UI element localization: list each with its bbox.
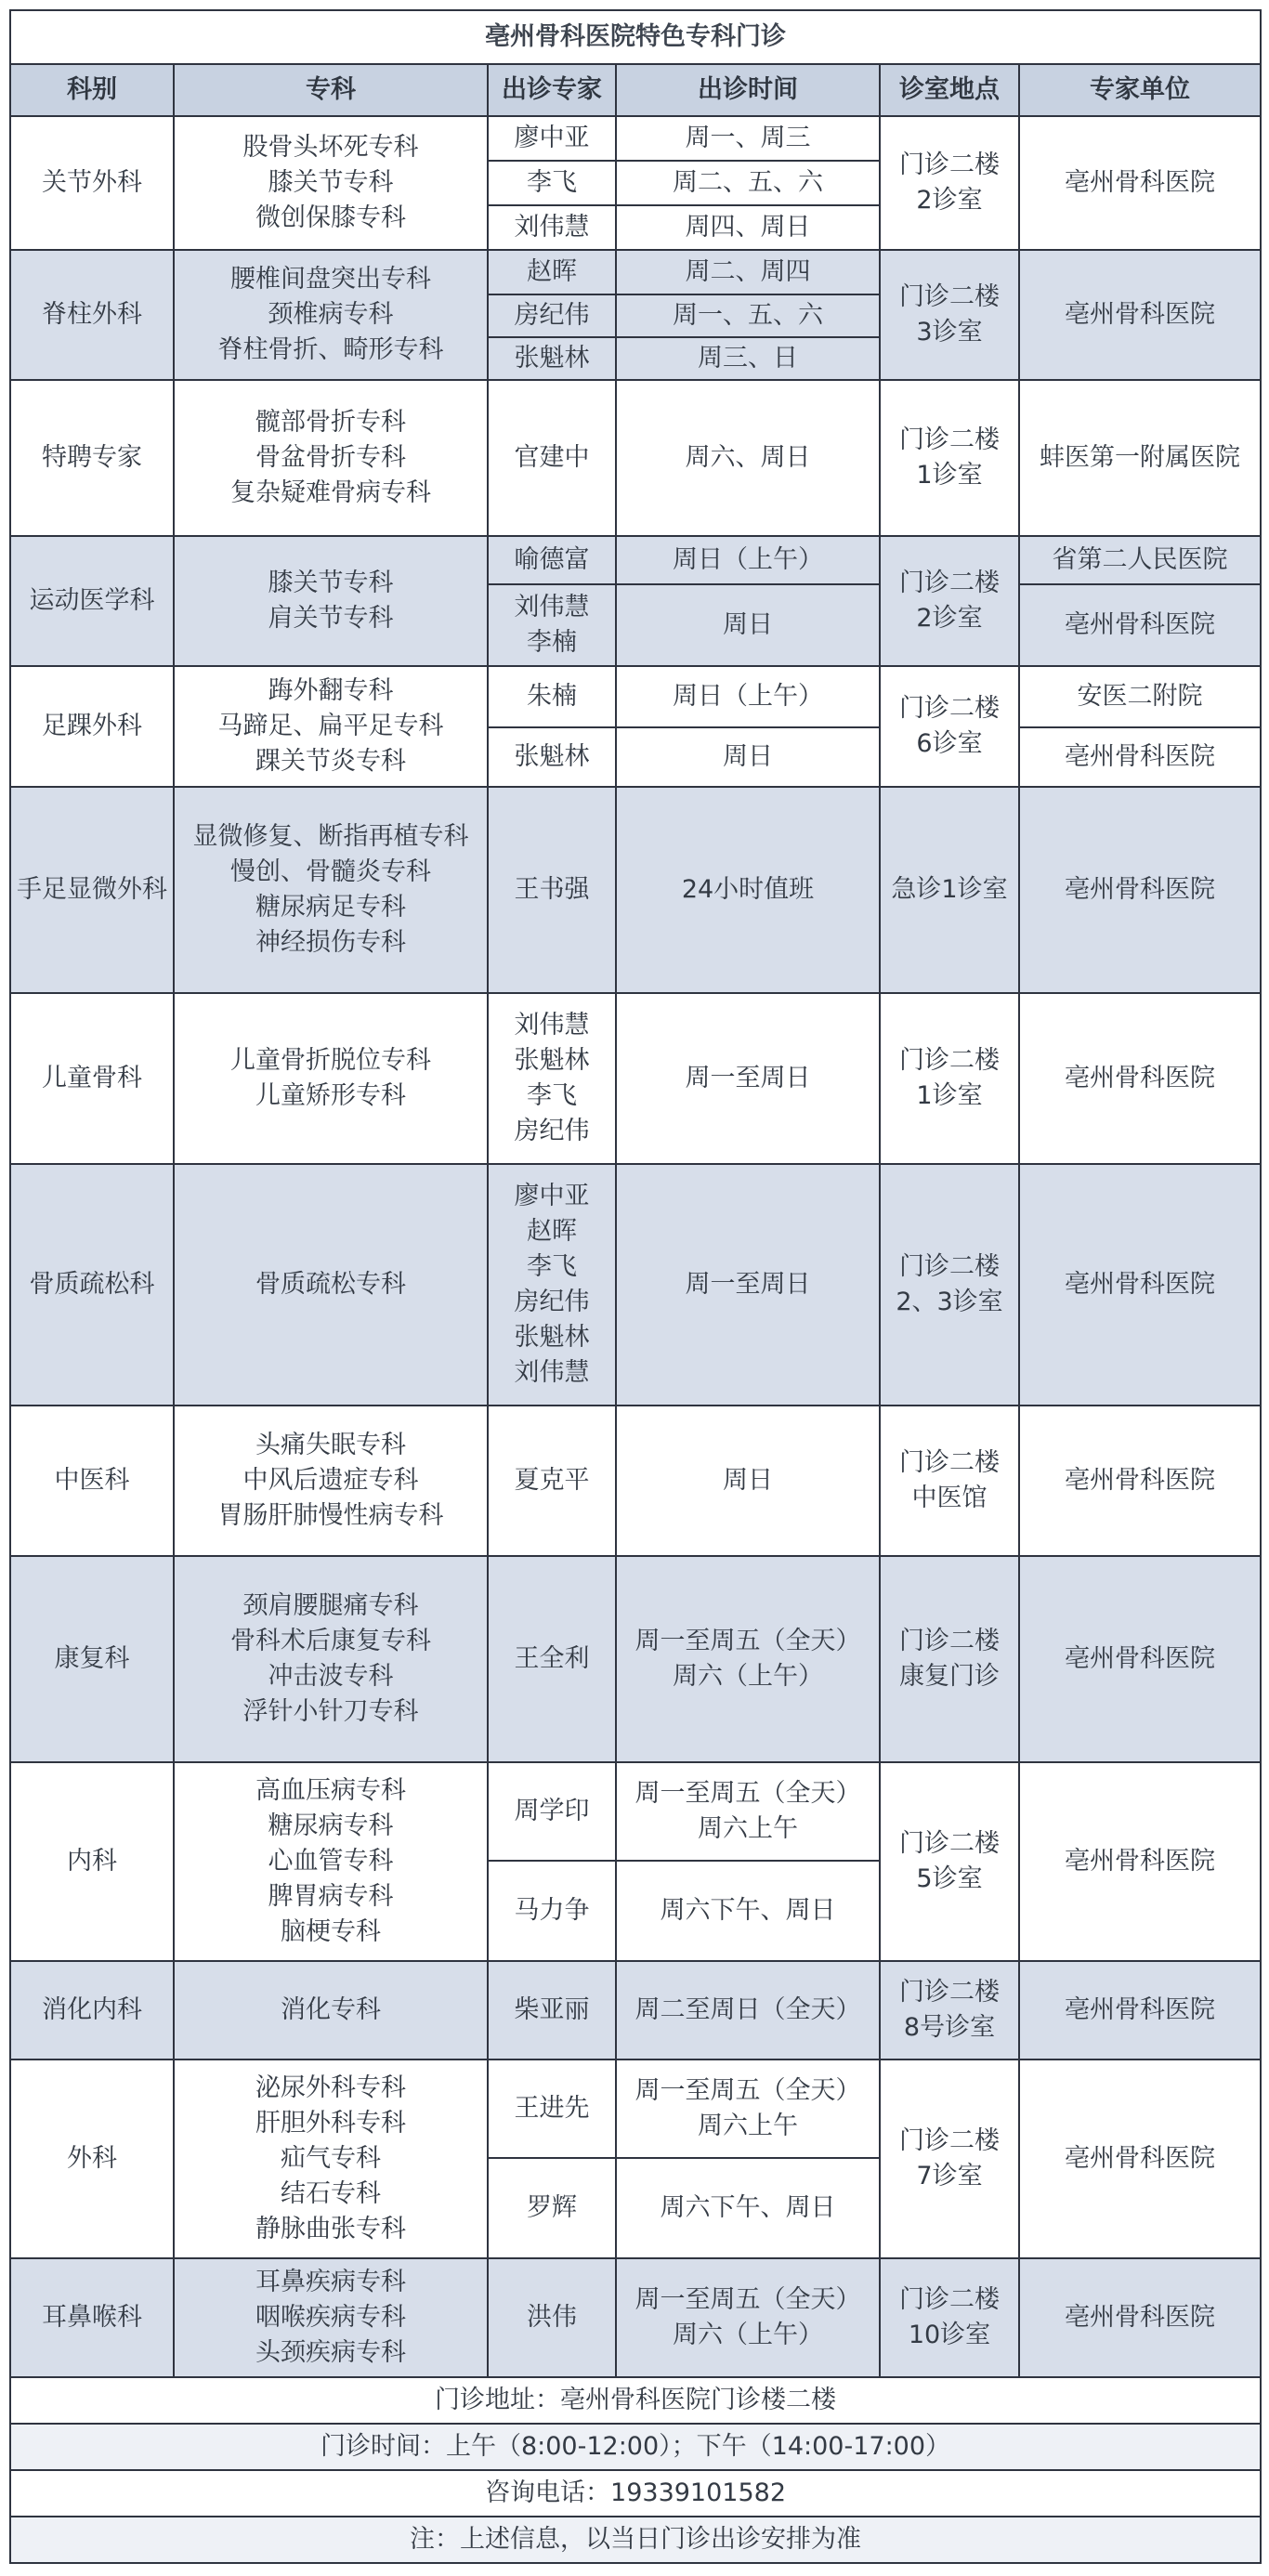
- expert-name: 朱楠: [488, 666, 616, 727]
- clinic-time: 周一至周日: [616, 993, 880, 1164]
- specialty-list: 踇外翻专科 马蹄足、扁平足专科 踝关节炎专科: [174, 666, 488, 787]
- clinic-room: 门诊二楼 6诊室: [880, 666, 1019, 787]
- clinic-room: 门诊二楼 1诊室: [880, 380, 1019, 536]
- department-name: 消化内科: [10, 1961, 174, 2059]
- clinic-room: 急诊1诊室: [880, 787, 1019, 993]
- clinic-room: 门诊二楼 2、3诊室: [880, 1164, 1019, 1406]
- header-department: 科别: [10, 64, 174, 116]
- specialty-list: 泌尿外科专科 肝胆外科专科 疝气专科 结石专科 静脉曲张专科: [174, 2059, 488, 2258]
- clinic-time: 周日: [616, 584, 880, 666]
- schedule-table: [9, 9, 1262, 2564]
- department-name: 关节外科: [10, 116, 174, 250]
- table-row: [10, 1961, 1261, 2059]
- clinic-time: 周一至周五（全天） 周六上午: [616, 2059, 880, 2158]
- expert-name: 刘伟慧 李楠: [488, 584, 616, 666]
- expert-name: 廖中亚 赵晖 李飞 房纪伟 张魁林 刘伟慧: [488, 1164, 616, 1406]
- clinic-time: 周日（上午）: [616, 536, 880, 584]
- table-row: [10, 2059, 1261, 2158]
- table-row: [10, 666, 1261, 727]
- department-name: 特聘专家: [10, 380, 174, 536]
- clinic-room: 门诊二楼 7诊室: [880, 2059, 1019, 2258]
- clinic-room: 门诊二楼 5诊室: [880, 1762, 1019, 1961]
- expert-name: 廖中亚: [488, 116, 616, 161]
- clinic-time: 周六下午、周日: [616, 1861, 880, 1961]
- table-row: [10, 1556, 1261, 1762]
- clinic-room: 门诊二楼 康复门诊: [880, 1556, 1019, 1762]
- department-name: 运动医学科: [10, 536, 174, 666]
- table-row: [10, 380, 1261, 536]
- table-row: [10, 993, 1261, 1164]
- expert-unit: 亳州骨科医院: [1019, 993, 1261, 1164]
- clinic-time: 周一至周五（全天） 周六上午: [616, 1762, 880, 1861]
- clinic-time: 周一至周五（全天） 周六（上午）: [616, 2258, 880, 2377]
- department-name: 康复科: [10, 1556, 174, 1762]
- expert-name: 刘伟慧 张魁林 李飞 房纪伟: [488, 993, 616, 1164]
- clinic-room: 门诊二楼 3诊室: [880, 250, 1019, 380]
- header-time: 出诊时间: [616, 64, 880, 116]
- expert-unit: 亳州骨科医院: [1019, 250, 1261, 380]
- footer-note: 注：上述信息，以当日门诊出诊安排为准: [10, 2517, 1261, 2563]
- clinic-time: 周一至周五（全天） 周六（上午）: [616, 1556, 880, 1762]
- expert-name: 张魁林: [488, 727, 616, 787]
- expert-name: 李飞: [488, 161, 616, 205]
- schedule-body: [10, 116, 1261, 2377]
- footer-phone: 咨询电话：19339101582: [10, 2470, 1261, 2517]
- specialty-list: 头痛失眠专科 中风后遗症专科 胃肠肝肺慢性病专科: [174, 1406, 488, 1556]
- department-name: 脊柱外科: [10, 250, 174, 380]
- clinic-room: 门诊二楼 10诊室: [880, 2258, 1019, 2377]
- expert-unit: 亳州骨科医院: [1019, 727, 1261, 787]
- header-specialty: 专科: [174, 64, 488, 116]
- clinic-time: 周一、周三: [616, 116, 880, 161]
- expert-unit: 省第二人民医院: [1019, 536, 1261, 584]
- table-row: [10, 1762, 1261, 1861]
- clinic-time: 周六、周日: [616, 380, 880, 536]
- page-title: 亳州骨科医院特色专科门诊: [10, 10, 1261, 64]
- header-row: [10, 64, 1261, 116]
- expert-name: 马力争: [488, 1861, 616, 1961]
- clinic-time: 周六下午、周日: [616, 2158, 880, 2258]
- header-expert: 出诊专家: [488, 64, 616, 116]
- table-row: [10, 1406, 1261, 1556]
- schedule-sheet: [9, 9, 1260, 2564]
- expert-name: 柴亚丽: [488, 1961, 616, 2059]
- department-name: 儿童骨科: [10, 993, 174, 1164]
- clinic-time: 周二、五、六: [616, 161, 880, 205]
- expert-unit: 安医二附院: [1019, 666, 1261, 727]
- expert-unit: 亳州骨科医院: [1019, 116, 1261, 250]
- clinic-time: 周一、五、六: [616, 294, 880, 337]
- department-name: 耳鼻喉科: [10, 2258, 174, 2377]
- clinic-time: 周三、日: [616, 337, 880, 380]
- expert-name: 洪伟: [488, 2258, 616, 2377]
- table-row: [10, 1164, 1261, 1406]
- clinic-room: 门诊二楼 8号诊室: [880, 1961, 1019, 2059]
- specialty-list: 骨质疏松专科: [174, 1164, 488, 1406]
- table-row: [10, 536, 1261, 584]
- department-name: 手足显微外科: [10, 787, 174, 993]
- clinic-time: 周一至周日: [616, 1164, 880, 1406]
- header-unit: 专家单位: [1019, 64, 1261, 116]
- table-row: [10, 787, 1261, 993]
- department-name: 中医科: [10, 1406, 174, 1556]
- clinic-room: 门诊二楼 1诊室: [880, 993, 1019, 1164]
- expert-unit: 亳州骨科医院: [1019, 584, 1261, 666]
- specialty-list: 膝关节专科 肩关节专科: [174, 536, 488, 666]
- clinic-time: 24小时值班: [616, 787, 880, 993]
- specialty-list: 高血压病专科 糖尿病专科 心血管专科 脾胃病专科 脑梗专科: [174, 1762, 488, 1961]
- expert-name: 夏克平: [488, 1406, 616, 1556]
- specialty-list: 消化专科: [174, 1961, 488, 2059]
- clinic-time: 周日: [616, 1406, 880, 1556]
- clinic-room: 门诊二楼 中医馆: [880, 1406, 1019, 1556]
- table-row: [10, 2258, 1261, 2377]
- department-name: 外科: [10, 2059, 174, 2258]
- specialty-list: 颈肩腰腿痛专科 骨科术后康复专科 冲击波专科 浮针小针刀专科: [174, 1556, 488, 1762]
- clinic-time: 周日（上午）: [616, 666, 880, 727]
- expert-unit: 亳州骨科医院: [1019, 2059, 1261, 2258]
- specialty-list: 显微修复、断指再植专科 慢创、骨髓炎专科 糖尿病足专科 神经损伤专科: [174, 787, 488, 993]
- expert-unit: 亳州骨科医院: [1019, 1961, 1261, 2059]
- expert-unit: 亳州骨科医院: [1019, 1406, 1261, 1556]
- expert-name: 王全利: [488, 1556, 616, 1762]
- clinic-time: 周二、周四: [616, 250, 880, 294]
- specialty-list: 儿童骨折脱位专科 儿童矫形专科: [174, 993, 488, 1164]
- expert-name: 张魁林: [488, 337, 616, 380]
- expert-name: 赵晖: [488, 250, 616, 294]
- expert-unit: 亳州骨科医院: [1019, 2258, 1261, 2377]
- clinic-time: 周四、周日: [616, 205, 880, 250]
- specialty-list: 髋部骨折专科 骨盆骨折专科 复杂疑难骨病专科: [174, 380, 488, 536]
- expert-unit: 蚌医第一附属医院: [1019, 380, 1261, 536]
- footer-address: 门诊地址：亳州骨科医院门诊楼二楼: [10, 2377, 1261, 2424]
- header-room: 诊室地点: [880, 64, 1019, 116]
- expert-unit: 亳州骨科医院: [1019, 1164, 1261, 1406]
- department-name: 内科: [10, 1762, 174, 1961]
- specialty-list: 耳鼻疾病专科 咽喉疾病专科 头颈疾病专科: [174, 2258, 488, 2377]
- clinic-time: 周日: [616, 727, 880, 787]
- table-row: [10, 116, 1261, 161]
- clinic-room: 门诊二楼 2诊室: [880, 536, 1019, 666]
- expert-name: 王进先: [488, 2059, 616, 2158]
- clinic-room: 门诊二楼 2诊室: [880, 116, 1019, 250]
- expert-name: 罗辉: [488, 2158, 616, 2258]
- footer-hours: 门诊时间：上午（8:00-12:00）；下午（14:00-17:00）: [10, 2424, 1261, 2470]
- expert-name: 刘伟慧: [488, 205, 616, 250]
- department-name: 骨质疏松科: [10, 1164, 174, 1406]
- expert-unit: 亳州骨科医院: [1019, 1556, 1261, 1762]
- expert-name: 喻德富: [488, 536, 616, 584]
- department-name: 足踝外科: [10, 666, 174, 787]
- expert-name: 房纪伟: [488, 294, 616, 337]
- clinic-time: 周二至周日（全天）: [616, 1961, 880, 2059]
- specialty-list: 股骨头坏死专科 膝关节专科 微创保膝专科: [174, 116, 488, 250]
- expert-name: 官建中: [488, 380, 616, 536]
- expert-unit: 亳州骨科医院: [1019, 787, 1261, 993]
- expert-name: 王书强: [488, 787, 616, 993]
- table-row: [10, 250, 1261, 294]
- expert-name: 周学印: [488, 1762, 616, 1861]
- specialty-list: 腰椎间盘突出专科 颈椎病专科 脊柱骨折、畸形专科: [174, 250, 488, 380]
- expert-unit: 亳州骨科医院: [1019, 1762, 1261, 1961]
